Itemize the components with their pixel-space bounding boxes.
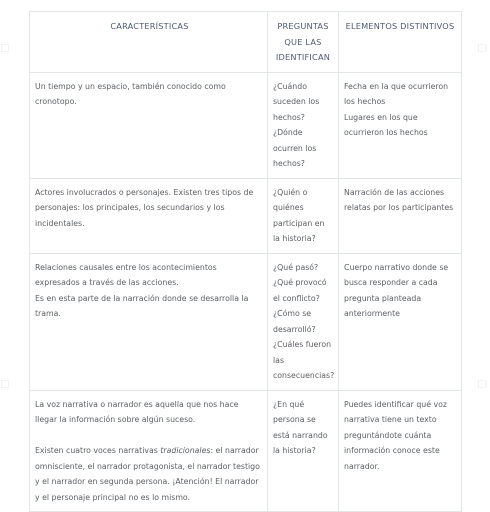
row-3-caracteristicas-p2: Es en esta parte de la narración donde se desarrolla la trama. <box>35 293 249 318</box>
row-3-caracteristicas-p1: Relaciones causales entre los acontecimientos expresados a través de las acciones. <box>35 262 217 287</box>
row-1-preguntas: ¿Cuándo suceden los hechos? ¿Dónde ocurren los hechos? <box>273 81 320 168</box>
header-caracteristicas-label: CARACTERÍSTICAS <box>110 21 189 31</box>
narrative-elements-table <box>29 11 462 512</box>
row-3-elementos-cell <box>339 253 462 390</box>
table-row <box>30 72 462 178</box>
row-3-elemento-1: Cuerpo narrativo donde se busca responder a cada pregunta planteada anteriormente <box>344 262 449 318</box>
row-4-preguntas-cell <box>268 390 339 512</box>
row-1-elementos-cell <box>339 72 462 178</box>
row-3-preguntas-cell <box>268 253 339 390</box>
left-edge-mark <box>1 44 9 52</box>
row-4-elemento-1: Puedes identificar qué voz narrativa tiene un texto preguntándote cuánta información conoce este narrador. <box>344 399 447 471</box>
row-4-caracteristicas-p2 <box>35 443 262 505</box>
row-1-caracteristicas-cell <box>30 72 268 178</box>
header-elementos-label: ELEMENTOS DISTINTIVOS <box>345 21 455 31</box>
row-3-caracteristicas-cell <box>30 253 268 390</box>
right-edge-mark <box>478 44 486 52</box>
header-elementos <box>339 12 462 73</box>
row-2-preguntas: ¿Quién o quiénes participan en la historia? <box>273 187 325 243</box>
header-caracteristicas <box>30 12 268 73</box>
header-preguntas <box>268 12 339 73</box>
row-1-elemento-1: Fecha en la que ocurrieron los hechos <box>344 81 449 106</box>
row-4-p2-before: Existen cuatro voces narrativas <box>35 446 161 455</box>
row-4-p2-after: : el narrador omnisciente, el narrador protagonista, el narrador testigo y el narrador en segunda persona. ¡Atención! El narrador y el personaje principal no es lo mismo. <box>35 446 260 502</box>
row-4-elementos-cell <box>339 390 462 512</box>
table-row <box>30 390 462 512</box>
row-3-preguntas: ¿Qué pasó? ¿Qué provocó el conflicto? ¿Cómo se desarrolló? ¿Cuáles fueron las consecuencias? <box>273 262 335 380</box>
table-row <box>30 253 462 390</box>
table-header-row <box>30 12 462 73</box>
row-1-elemento-2: Lugares en los que ocurrieron los hechos <box>344 112 428 137</box>
row-2-caracteristicas-cell <box>30 178 268 253</box>
row-2-elementos-cell <box>339 178 462 253</box>
row-2-caracteristicas: Actores involucrados o personajes. Existen tres tipos de personajes: los principales, los secundarios y los incidentales. <box>35 187 254 228</box>
header-preguntas-label: PREGUNTAS QUE LAS IDENTIFICAN <box>275 21 331 62</box>
right-edge-mark <box>478 380 486 388</box>
row-4-caracteristicas-cell <box>30 390 268 512</box>
table-row <box>30 178 462 253</box>
left-edge-mark <box>1 380 9 388</box>
row-1-preguntas-cell <box>268 72 339 178</box>
row-1-caracteristicas: Un tiempo y un espacio, también conocido como cronotopo. <box>35 81 226 106</box>
row-2-preguntas-cell <box>268 178 339 253</box>
row-4-preguntas: ¿En qué persona se está narrando la historia? <box>273 399 328 455</box>
row-2-elemento-1: Narración de las acciones relatas por los participantes <box>344 187 454 212</box>
row-4-p2-emphasis: tradicionales <box>160 446 211 455</box>
row-4-caracteristicas-p1: La voz narrativa o narrador es aquella que nos hace llegar la información sobre algún suceso. <box>35 399 239 424</box>
